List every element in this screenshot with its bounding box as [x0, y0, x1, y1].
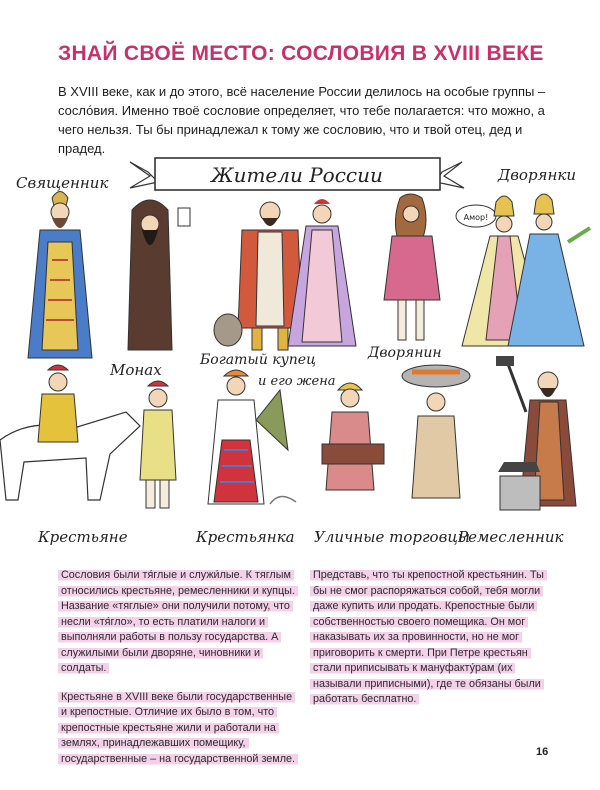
peasant-woman-figure [208, 370, 296, 504]
page-number: 16 [536, 746, 549, 758]
label-merchant-wife: и его жена [258, 374, 336, 389]
label-street-vendors: Уличные торговцы [314, 528, 471, 546]
street-vendors-figure [322, 365, 470, 498]
speech-text: Амор! [463, 213, 489, 222]
priest-figure [28, 192, 92, 359]
intro-paragraph: В XVIII веке, как и до этого, всё население России делилось на особые группы – сосло́вия. Именно твоё сословие определяет, что тебе полагается: что можно, а чего нельзя. Ты бы принадлежал к тому же сословию, что и твой отец, дед и прадед. [58, 84, 546, 156]
label-peasant-woman: Крестьянка [196, 528, 295, 546]
left-paragraph [58, 690, 301, 768]
page-title: ЗНАЙ СВОЁ МЕСТО: СОСЛОВИЯ В XVIII ВЕКЕ [58, 42, 544, 65]
right-paragraph [310, 568, 553, 708]
craftsman-figure [496, 356, 576, 510]
banner-title: Жители России [211, 163, 383, 187]
monk-figure [128, 200, 190, 350]
left-paragraph [58, 568, 301, 677]
label-craftsman: Ремесленник [458, 528, 564, 546]
label-merchant: Богатый купец [200, 352, 316, 368]
right-paragraph-text: Представь, что ты крепостной крестьянин. Ты бы не смог распоряжаться собой, тебя могли даже купить или продать. Крепостные были собственностью своего помещика. Он мог наказывать их за провинности, но не мог приговорить к смерти. При Петре крестьян стали приписывать к мануфакту́рам (их называли приписными), где те обязаны были работать бесплатно. [310, 568, 547, 706]
estates-illustration [0, 150, 600, 560]
right-column [310, 568, 553, 721]
left-paragraph-text: Сословия были тя́глые и служи́лые. К тяглым относились крестьяне, ремесленники и купцы. Название «тяглые» они получили потому, что несли «тя́гло», то есть платили налоги и выполняли работы в пользу государства. А служилыми были дворяне, чиновники и солдаты. [58, 568, 298, 675]
peasants-figure [0, 365, 176, 508]
banner [130, 158, 464, 190]
label-noblewomen: Дворянки [498, 166, 576, 184]
nobleman-figure [384, 194, 440, 340]
left-paragraph-text: Крестьяне в XVIII веке были государственные и крепостные. Отличие их было в том, что крепостные крестьяне жили и работали на землях, принадлежавших помещику, государственные – на государственной земле. [58, 690, 298, 766]
speech-bubble [456, 205, 496, 227]
label-priest: Священник [16, 174, 109, 192]
label-monk: Монах [110, 361, 162, 379]
left-column [58, 568, 301, 780]
label-peasants: Крестьяне [38, 528, 128, 546]
merchant-figure [214, 202, 302, 350]
label-nobleman: Дворянин [368, 345, 442, 361]
